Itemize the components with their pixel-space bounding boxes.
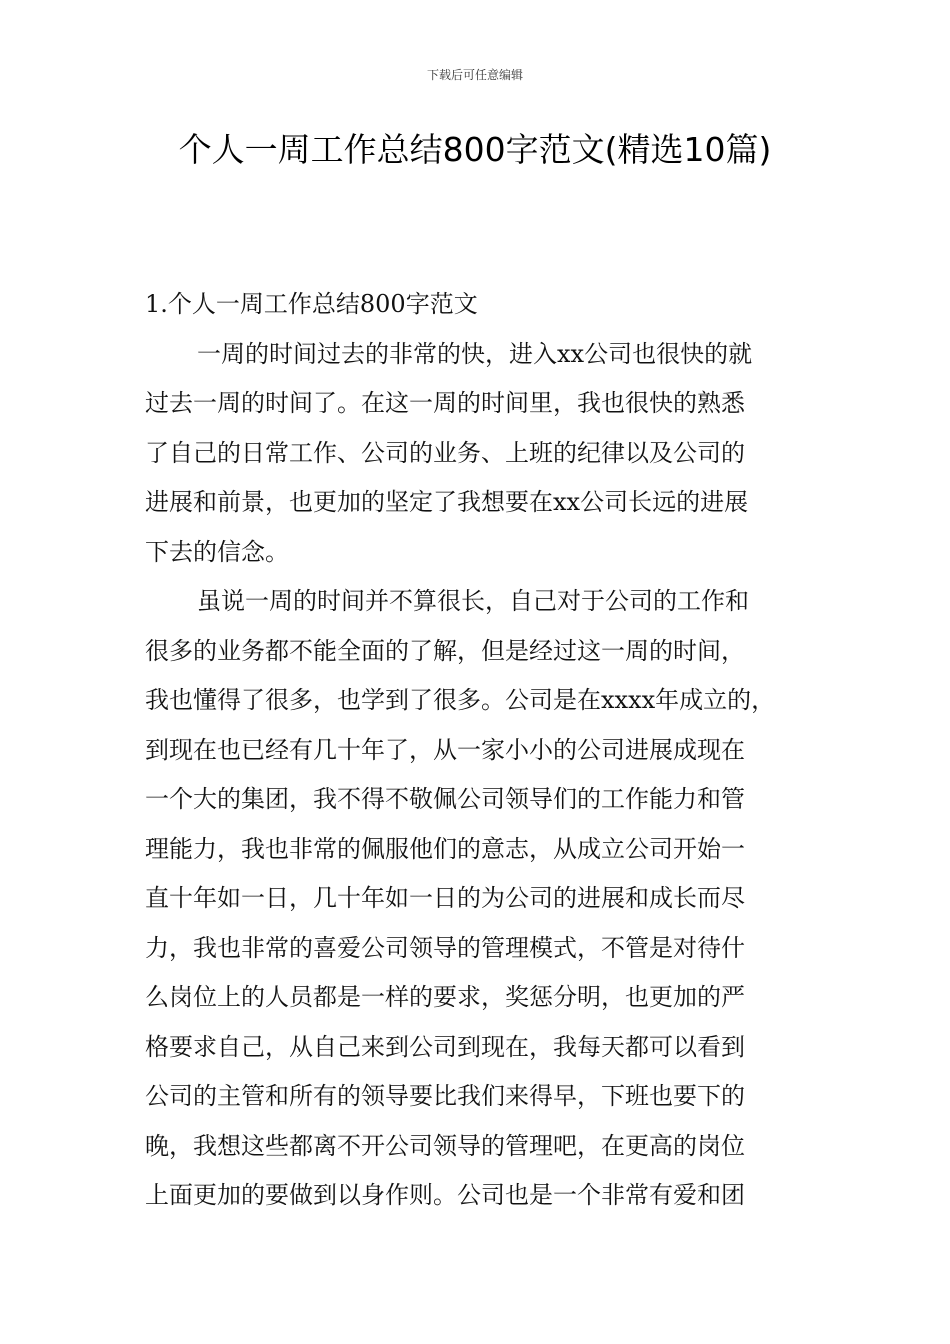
- paragraph-line: 虽说一周的时间并不算很长，自己对于公司的工作和: [197, 587, 749, 615]
- document-title: 个人一周工作总结800字范文(精选10篇): [178, 130, 772, 169]
- paragraph-line: 我也懂得了很多，也学到了很多。公司是在xxxx年成立的，: [145, 686, 776, 714]
- paragraph-line: 一个大的集团，我不得不敬佩公司领导们的工作能力和管: [145, 785, 745, 813]
- section-heading: 1.个人一周工作总结800字范文: [145, 290, 478, 318]
- paragraph-line: 过去一周的时间了。在这一周的时间里，我也很快的熟悉: [145, 389, 745, 417]
- header-note: 下载后可任意编辑: [426, 68, 523, 82]
- paragraph-line: 一周的时间过去的非常的快，进入xx公司也很快的就: [197, 339, 753, 368]
- paragraph-line: 了自己的日常工作、公司的业务、上班的纪律以及公司的: [145, 438, 745, 467]
- paragraph-line: 公司的主管和所有的领导要比我们来得早，下班也要下的: [145, 1082, 745, 1110]
- paragraph-line: 很多的业务都不能全面的了解，但是经过这一周的时间，: [145, 636, 745, 665]
- paragraph-line: 力，我也非常的喜爱公司领导的管理模式，不管是对待什: [145, 933, 745, 962]
- paragraph-line: 进展和前景，也更加的坚定了我想要在xx公司长远的进展: [145, 488, 749, 516]
- paragraph-line: 到现在也已经有几十年了，从一家小小的公司进展成现在: [145, 735, 745, 764]
- paragraph-1: [145, 330, 810, 578]
- paragraph-line: 直十年如一日，几十年如一日的为公司的进展和成长而尽: [145, 884, 745, 912]
- paragraph-line: 格要求自己，从自己来到公司到现在，我每天都可以看到: [145, 1032, 745, 1061]
- paragraph-line: 理能力，我也非常的佩服他们的意志，从成立公司开始一: [145, 834, 745, 863]
- paragraph-line: 么岗位上的人员都是一样的要求，奖惩分明，也更加的严: [145, 983, 745, 1011]
- paragraph-line: 上面更加的要做到以身作则。公司也是一个非常有爱和团: [145, 1181, 745, 1209]
- paragraph-2: [145, 577, 810, 1221]
- document-body: [145, 280, 810, 1221]
- paragraph-line: 晚，我想这些都离不开公司领导的管理吧，在更高的岗位: [145, 1131, 745, 1160]
- paragraph-line: 下去的信念。: [145, 537, 289, 566]
